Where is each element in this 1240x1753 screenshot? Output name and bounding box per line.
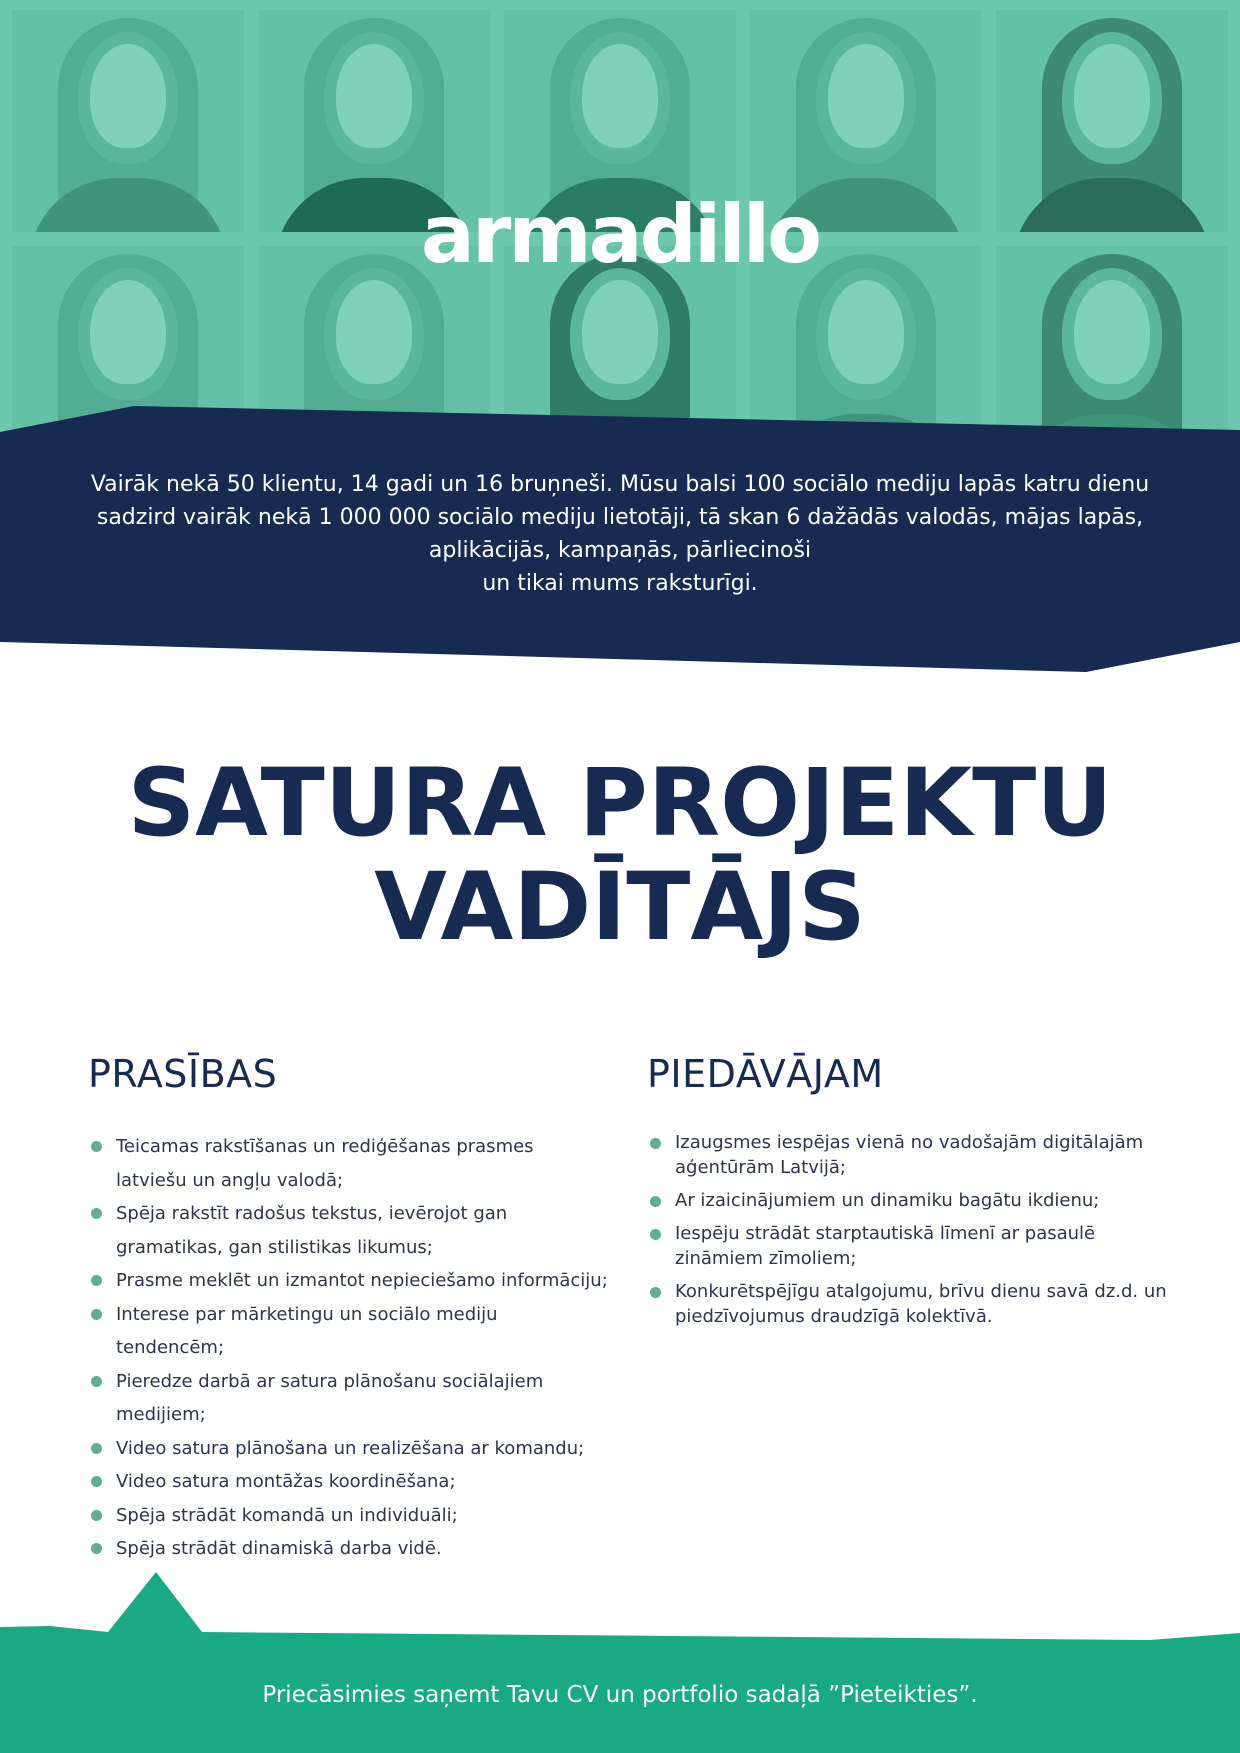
list-item-text: Pieredze darbā ar satura plānošanu sociālajiem medijiem;: [116, 1370, 544, 1425]
list-item-text: Prasme meklēt un izmantot nepieciešamo informāciju;: [116, 1270, 608, 1291]
bullet-icon: [91, 1275, 102, 1286]
bullet-icon: [91, 1510, 102, 1521]
list-item-text: Spēja strādāt dinamiskā darba vidē.: [116, 1538, 442, 1559]
list-item-text: Iespēju strādāt starptautiskā līmenī ar pasaulē zināmiem zīmoliem;: [675, 1223, 1096, 1269]
job-title: [0, 749, 1240, 962]
bullet-icon: [650, 1229, 661, 1240]
brand-logo: armadillo: [420, 188, 820, 281]
list-item-text: Spēja rakstīt radošus tekstus, ievērojot gan gramatikas, gan stilistikas likumus;: [116, 1203, 508, 1258]
offer-section: [647, 1052, 1187, 1337]
list-item: [647, 1130, 1187, 1180]
list-item-text: Teicamas rakstīšanas un rediģēšanas prasmes latviešu un angļu valodā;: [116, 1136, 534, 1191]
footer-band: [0, 1560, 1240, 1753]
list-item: [88, 1264, 608, 1298]
list-item: [88, 1298, 608, 1365]
list-item: [88, 1432, 608, 1466]
bullet-icon: [91, 1141, 102, 1152]
bullet-icon: [91, 1543, 102, 1554]
list-item-text: Spēja strādāt komandā un individuāli;: [116, 1504, 458, 1526]
intro-line: aplikācijās, kampaņās, pārliecinoši: [428, 538, 812, 563]
offer-heading: PIEDĀVĀJAM: [647, 1052, 884, 1096]
intro-text: [70, 468, 1170, 600]
bullet-icon: [91, 1309, 102, 1320]
list-item: [647, 1279, 1187, 1329]
bullet-icon: [650, 1196, 661, 1207]
list-item: [88, 1499, 608, 1533]
list-item: [88, 1365, 608, 1432]
list-item: [88, 1130, 608, 1197]
bullet-icon: [91, 1476, 102, 1487]
intro-line: un tikai mums raksturīgi.: [482, 571, 758, 596]
list-item-text: Video satura plānošana un realizēšana ar komandu;: [116, 1437, 585, 1459]
list-item: [647, 1221, 1187, 1271]
job-title-line: VADĪTĀJS: [374, 853, 866, 962]
list-item-text: Interese par mārketingu un sociālo mediju tendencēm;: [116, 1303, 498, 1358]
list-item-text: Izaugsmes iespējas vienā no vadošajām digitālajām aģentūrām Latvijā;: [675, 1132, 1144, 1178]
offer-list: [647, 1130, 1187, 1329]
bullet-icon: [650, 1138, 661, 1149]
intro-line: sadzird vairāk nekā 1 000 000 sociālo mediju lietotāji, tā skan 6 dažādās valodās, mājas lapās,: [96, 505, 1144, 530]
bullet-icon: [91, 1443, 102, 1454]
list-item: [88, 1465, 608, 1499]
requirements-heading: PRASĪBAS: [88, 1052, 278, 1096]
list-item-text: Konkurētspējīgu atalgojumu, brīvu dienu savā dz.d. un piedzīvojumus draudzīgā kolektīvā.: [675, 1281, 1167, 1327]
list-item-text: Video satura montāžas koordinēšana;: [116, 1471, 456, 1492]
job-title-line: SATURA PROJEKTU: [127, 749, 1113, 858]
bullet-icon: [650, 1287, 661, 1298]
bullet-icon: [91, 1208, 102, 1219]
bullet-icon: [91, 1376, 102, 1387]
requirements-list: [88, 1130, 608, 1566]
list-item-text: Ar izaicinājumiem un dinamiku bagātu ikdienu;: [675, 1190, 1100, 1211]
intro-line: Vairāk nekā 50 klientu, 14 gadi un 16 bruņneši. Mūsu balsi 100 sociālo mediju lapās katru dienu: [90, 472, 1150, 497]
list-item: [647, 1188, 1187, 1213]
requirements-section: [88, 1052, 608, 1566]
list-item: [88, 1197, 608, 1264]
footer-cta-text: Priecāsimies saņemt Tavu CV un portfolio sadaļā ”Pieteikties”.: [262, 1682, 978, 1708]
